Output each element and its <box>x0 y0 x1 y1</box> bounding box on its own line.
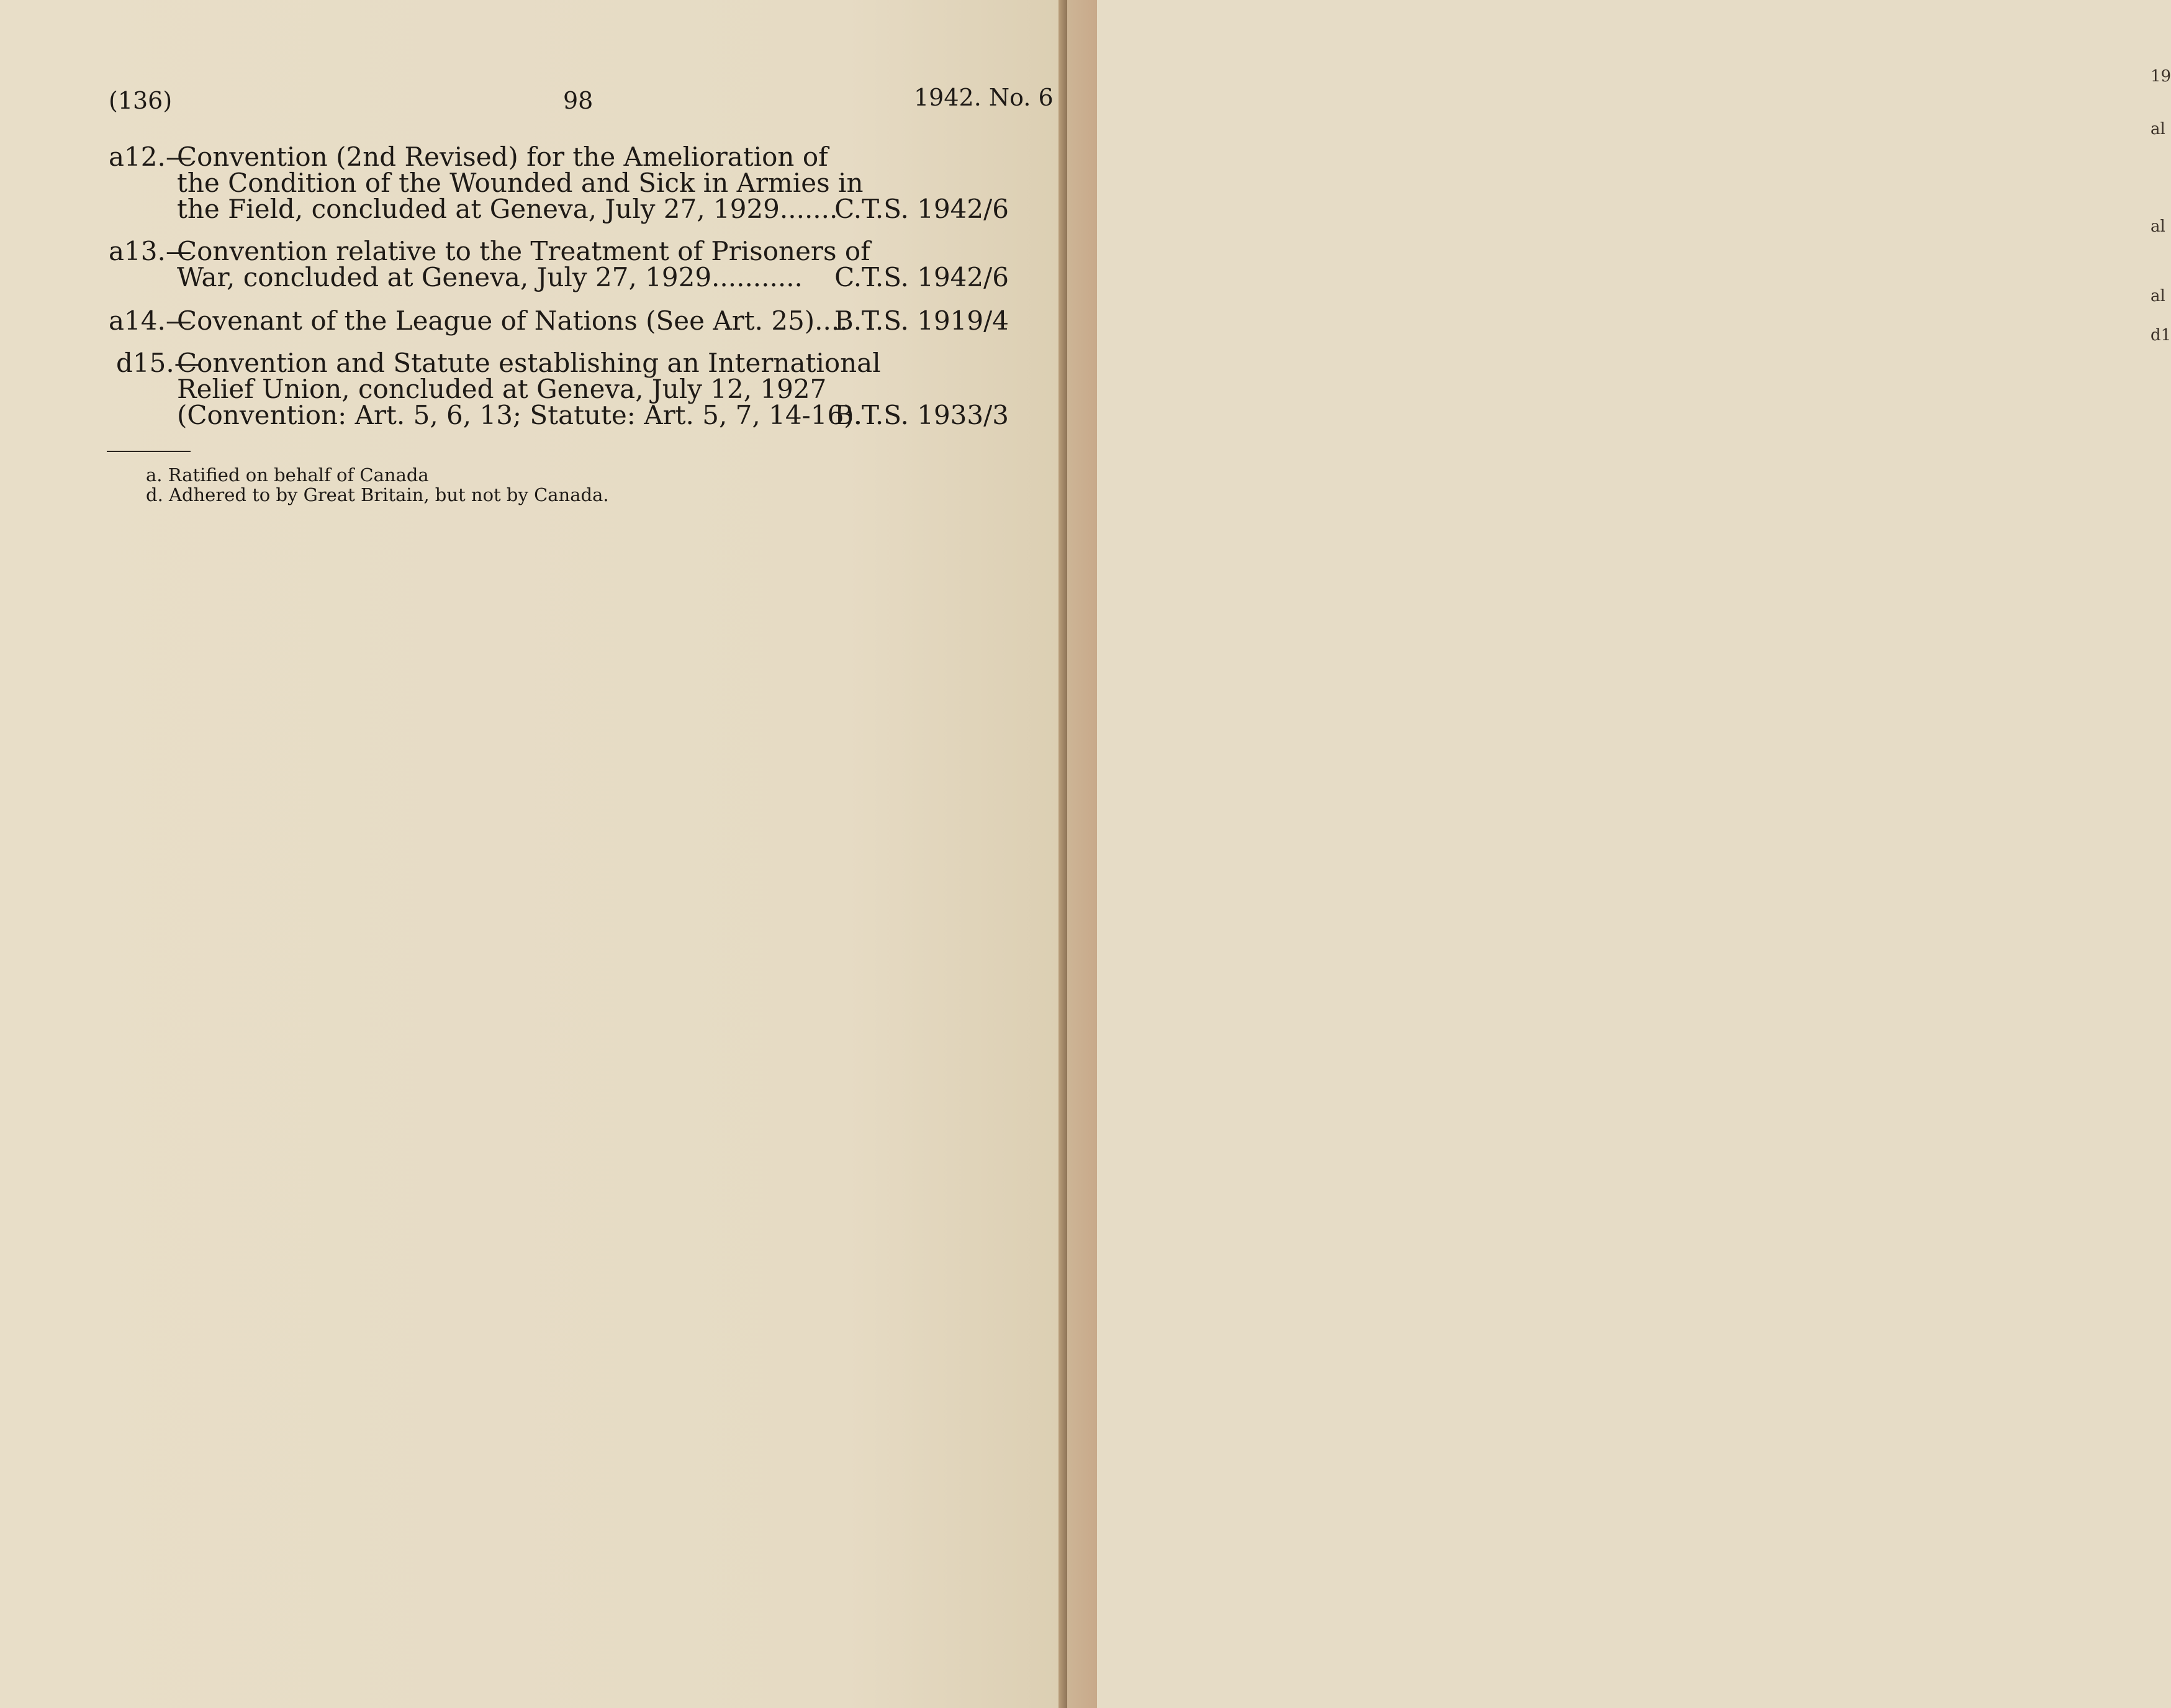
adjacent-page-text: d1 <box>2151 326 2171 345</box>
adjacent-page-text: al <box>2151 287 2165 305</box>
page-number: 98 <box>563 87 594 114</box>
entry-text: Convention and Statute establishing an International <box>177 348 881 378</box>
treaty-series-reference: C.T.S. 1942/6 <box>834 262 1009 292</box>
entry-text: (Convention: Art. 5, 6, 13; Statute: Art. 5, 7, 14-16). <box>177 400 862 430</box>
adjacent-page-text: al <box>2151 120 2165 138</box>
entry-code: a12.— <box>109 142 192 172</box>
treaty-series-reference: B.T.S. 1933/3 <box>834 400 1009 430</box>
footnote-divider <box>107 451 191 452</box>
entry-code: a13.— <box>109 236 192 266</box>
document-number: 1942. No. 6 <box>914 84 1054 111</box>
treaty-entry-d15 <box>116 350 1009 428</box>
entry-text: Relief Union, concluded at Geneva, July 12, 1927 <box>177 374 827 404</box>
adjacent-page-edge <box>1067 0 2171 1708</box>
entry-code: d15.— <box>116 348 201 378</box>
entry-text: Convention (2nd Revised) for the Amelioration of <box>177 142 828 172</box>
book-spine-shadow <box>1058 0 1067 1708</box>
entry-text: the Condition of the Wounded and Sick in Armies in <box>177 168 864 198</box>
page-number-bracketed: (136) <box>109 87 173 114</box>
adjacent-page-text: al <box>2151 217 2165 236</box>
entry-text: War, concluded at Geneva, July 27, 1929........... <box>177 262 803 292</box>
adjacent-page-text: 19 <box>2151 67 2171 86</box>
entry-code: a14.— <box>109 305 192 336</box>
document-page <box>0 0 1058 1708</box>
treaty-entry-a13 <box>109 238 1009 291</box>
entry-text: Convention relative to the Treatment of Prisoners of <box>177 236 870 266</box>
entry-text: Covenant of the League of Nations (See Art. 25).... <box>177 305 848 336</box>
treaty-entry-a12 <box>109 144 1009 222</box>
footnote-ratified: a. Ratified on behalf of Canada <box>146 464 429 486</box>
treaty-entry-a14 <box>109 305 1009 336</box>
bleed-through-background <box>93 360 1024 1602</box>
footnote-adhered: d. Adhered to by Great Britain, but not by Canada. <box>146 484 609 505</box>
treaty-series-reference: C.T.S. 1942/6 <box>834 194 1009 224</box>
entry-text: the Field, concluded at Geneva, July 27, 1929....... <box>177 194 838 224</box>
treaty-series-reference: B.T.S. 1919/4 <box>834 305 1009 336</box>
